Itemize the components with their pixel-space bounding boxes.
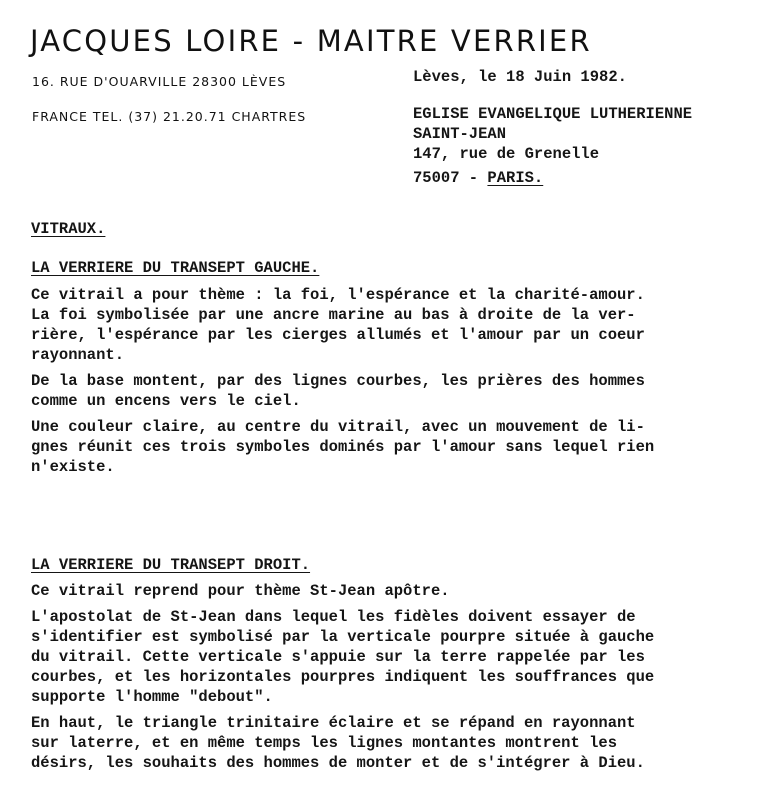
recipient-postcode: 75007 -	[413, 169, 488, 187]
recipient-line-2: SAINT-JEAN	[413, 125, 507, 143]
section-heading-vitraux: VITRAUX.	[31, 220, 106, 238]
heading-transept-gauche: LA VERRIERE DU TRANSEPT GAUCHE.	[31, 259, 320, 277]
text-line: s'identifier est symbolisé par la verticale pourpre située à gauche	[31, 628, 655, 646]
text-line: n'existe.	[31, 458, 115, 476]
text-line: gnes réunit ces trois symboles dominés par l'amour sans lequel rien	[31, 438, 655, 456]
letterhead-title: JACQUES LOIRE - MAITRE VERRIER	[30, 24, 592, 58]
text-line: du vitrail. Cette verticale s'appuie sur la terre rappelée par les	[31, 648, 645, 666]
date-line: Lèves, le 18 Juin 1982.	[413, 68, 627, 86]
text-line: L'apostolat de St-Jean dans lequel les fidèles doivent essayer de	[31, 608, 636, 626]
text-line: sur laterre, et en même temps les lignes montantes montrent les	[31, 734, 617, 752]
heading-transept-droit: LA VERRIERE DU TRANSEPT DROIT.	[31, 556, 311, 574]
text-line: Ce vitrail a pour thème : la foi, l'espérance et la charité-amour.	[31, 286, 645, 304]
text-line: Une couleur claire, au centre du vitrail, avec un mouvement de li-	[31, 418, 645, 436]
text-line: supporte l'homme "debout".	[31, 688, 273, 706]
letterhead-address: 16. RUE D'OUARVILLE 28300 LÈVES	[32, 74, 287, 89]
text-line: désirs, les souhaits des hommes de monter et de s'intégrer à Dieu.	[31, 754, 645, 772]
paragraphs-transept-gauche	[31, 285, 654, 477]
text-line: rayonnant.	[31, 346, 125, 364]
text-line: comme un encens vers le ciel.	[31, 392, 301, 410]
text-line: courbes, et les horizontales pourpres indiquent les souffrances que	[31, 668, 655, 686]
text-line: De la base montent, par des lignes courbes, les prières des hommes	[31, 372, 645, 390]
recipient-city-line	[413, 168, 692, 188]
recipient-city: PARIS.	[487, 169, 544, 187]
recipient-line-1: EGLISE EVANGELIQUE LUTHERIENNE	[413, 105, 693, 123]
recipient-line-3: 147, rue de Grenelle	[413, 145, 600, 163]
paragraphs-transept-droit	[31, 581, 654, 773]
text-line: rière, l'espérance par les cierges allumés et l'amour par un coeur	[31, 326, 645, 344]
text-line: Ce vitrail reprend pour thème St-Jean apôtre.	[31, 582, 450, 600]
text-line: En haut, le triangle trinitaire éclaire et se répand en rayonnant	[31, 714, 636, 732]
letterhead-phone: FRANCE TEL. (37) 21.20.71 CHARTRES	[32, 109, 307, 124]
recipient-block	[413, 104, 692, 188]
text-line: La foi symbolisée par une ancre marine au bas à droite de la ver-	[31, 306, 636, 324]
